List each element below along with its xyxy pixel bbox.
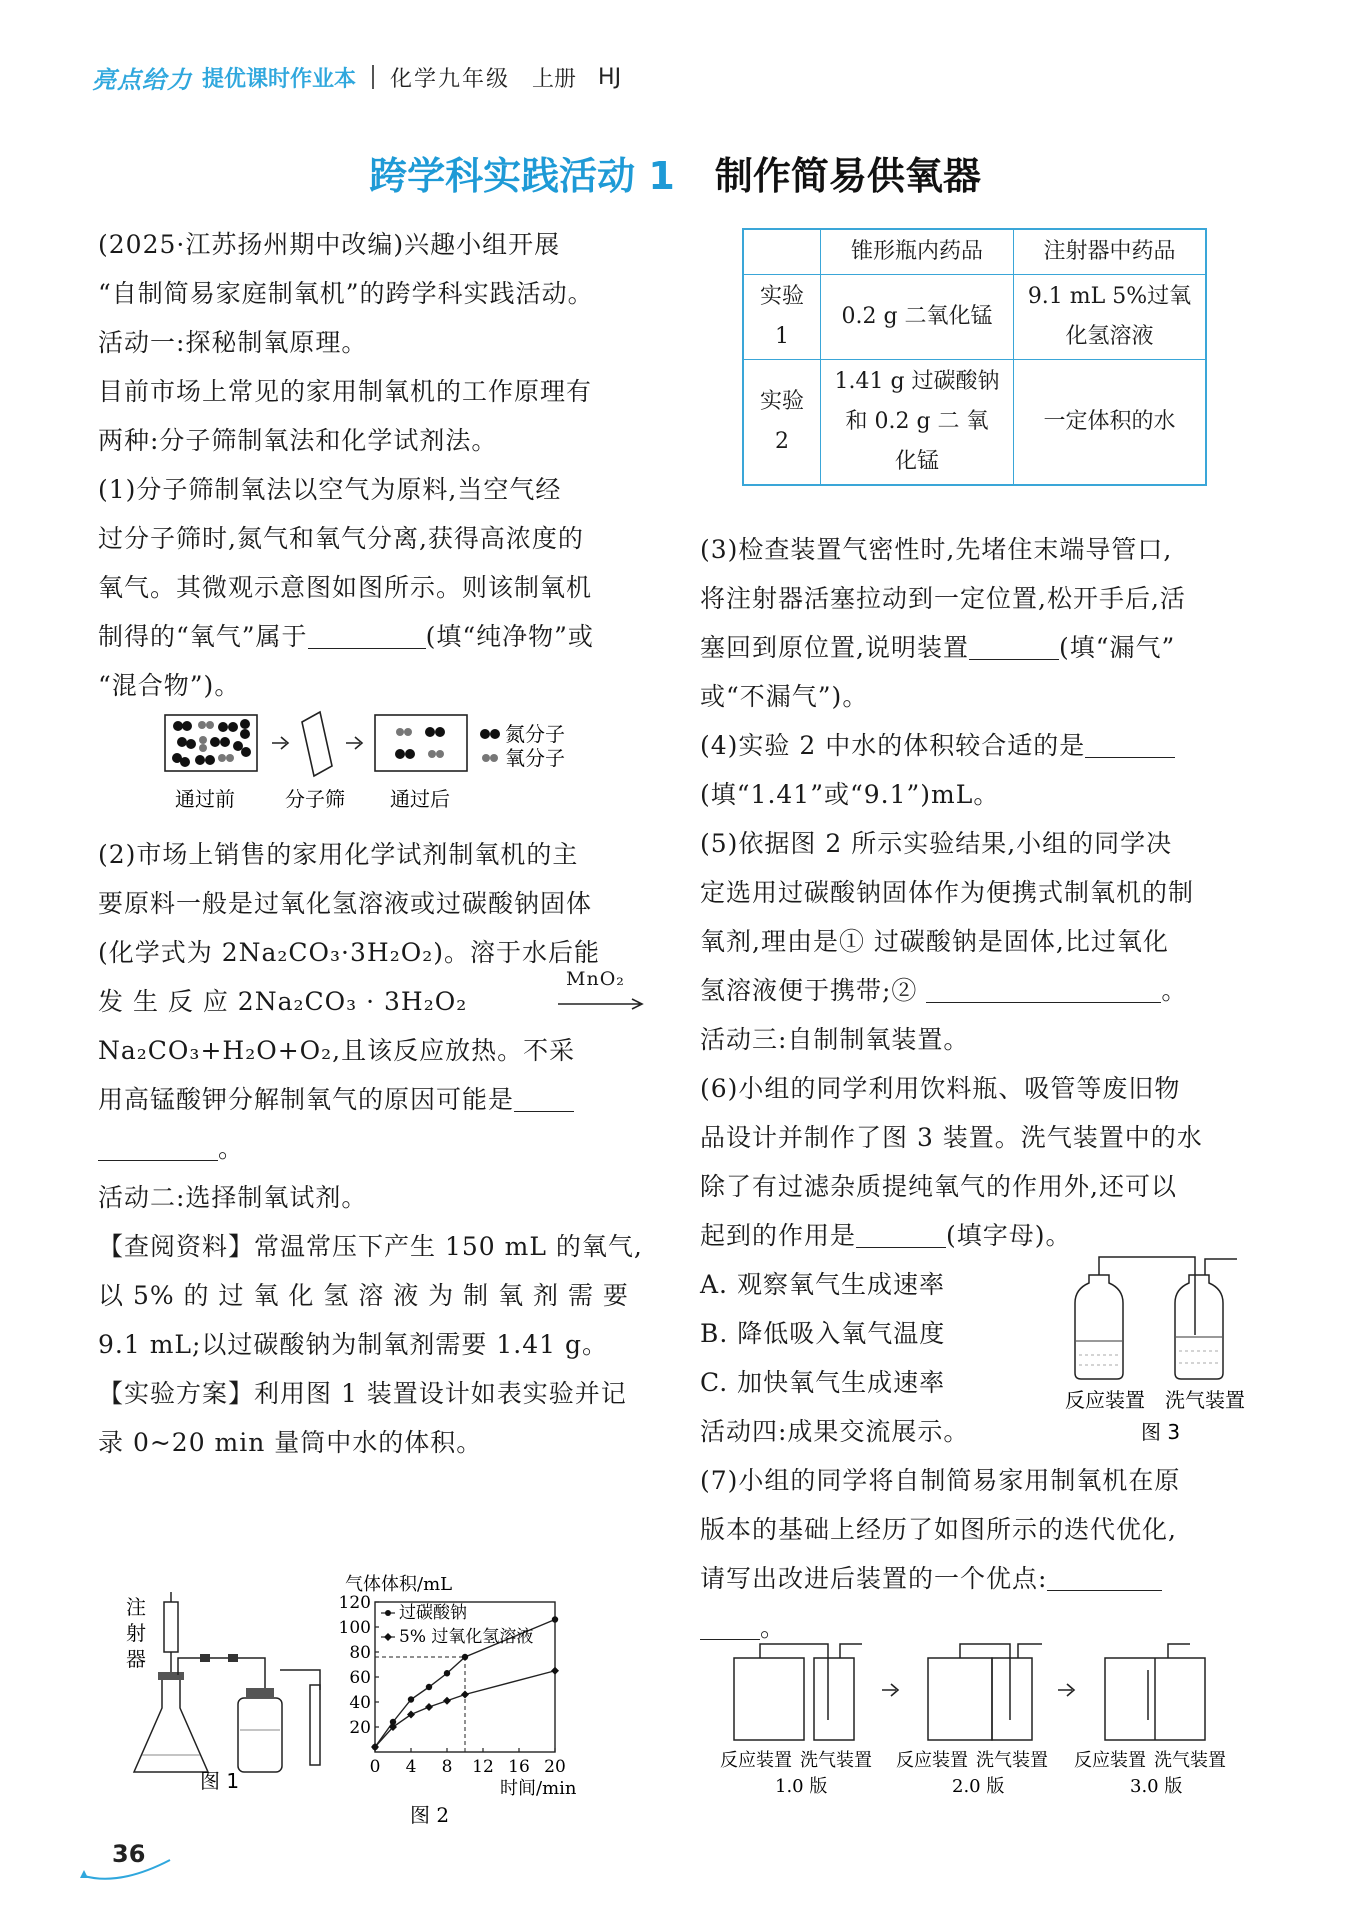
brand-logo: 亮点给力 — [92, 65, 192, 94]
table-header-row — [743, 229, 1206, 275]
answer-blank[interactable] — [98, 1130, 218, 1161]
molecules-after — [395, 727, 445, 759]
v1-react-label: 反应装置 — [720, 1750, 792, 1771]
table-cell: 0.2 g 二氧化锰 — [821, 275, 1014, 360]
label-before: 通过前 — [175, 787, 235, 811]
question-line: 定选用过碳酸钠固体作为便携式制氧机的制 — [700, 878, 1195, 907]
figure-3-apparatus — [1065, 1255, 1265, 1445]
answer-blank[interactable] — [514, 1081, 574, 1112]
table-cell — [1014, 275, 1207, 360]
answer-blank[interactable] — [1085, 727, 1175, 758]
table-row — [743, 360, 1206, 486]
activity-heading: 活动四:成果交流展示。 — [700, 1417, 970, 1446]
header-grade: 化学九年级 — [390, 66, 511, 92]
answer-blank[interactable] — [969, 629, 1059, 660]
table-cell: 一定体积的水 — [1014, 360, 1207, 486]
cell-line: 化氢溶液 — [1065, 324, 1154, 349]
question-line: 或“不漏气”)。 — [700, 682, 869, 711]
question-line — [98, 612, 658, 661]
question-line — [700, 721, 1265, 770]
table-cell: 实验 1 — [743, 275, 821, 360]
question-line: (填“1.41”或“9.1”)mL。 — [700, 780, 1000, 809]
syringe-label-3: 器 — [126, 1647, 146, 1671]
header-volume: 上册 — [532, 66, 577, 92]
box-after — [375, 715, 467, 771]
legend-label-1: 过碳酸钠 — [399, 1603, 467, 1623]
question-line — [700, 1211, 1265, 1260]
legend-label-2: 5% 过氧化氢溶液 — [399, 1627, 534, 1647]
v2-label: 2.0 版 — [952, 1776, 1005, 1797]
label-reaction-device: 反应装置 — [1065, 1388, 1145, 1412]
page-title — [0, 145, 1350, 200]
left-column — [98, 220, 658, 710]
question-line: “混合物”)。 — [98, 671, 241, 700]
y-tick-label: 120 — [338, 1593, 371, 1613]
question-text: 。 — [760, 1613, 787, 1642]
data-point — [443, 1697, 451, 1705]
version-2-device — [928, 1644, 1042, 1740]
question-line: 氧剂,理由是① 过碳酸钠是固体,比过氧化 — [700, 927, 1169, 956]
question-line: (6)小组的同学利用饮料瓶、吸管等废旧物 — [700, 1074, 1181, 1103]
table-header-cell: 锥形瓶内药品 — [821, 229, 1014, 275]
version-3-device — [1105, 1644, 1205, 1740]
y-tick-label: 100 — [338, 1618, 371, 1638]
arrow-right-icon — [1058, 1684, 1074, 1696]
question-line: 除了有过滤杂质提纯氧气的作用外,还可以 — [700, 1172, 1177, 1201]
question-text: (填字母)。 — [946, 1221, 1072, 1250]
question-line: 要原料一般是过氧化氢溶液或过碳酸钠固体 — [98, 889, 593, 918]
arrow-right-icon — [272, 737, 288, 749]
question-text: 。 — [1161, 976, 1188, 1005]
cell-line: 9.1 mL 5%过氧 — [1027, 284, 1192, 309]
legend-n2: 氮分子 — [505, 722, 565, 746]
legend-marker — [385, 1610, 391, 1616]
left-column-lower — [98, 830, 658, 1467]
data-point — [552, 1616, 558, 1622]
arrow-right-icon — [882, 1684, 898, 1696]
y-tick-label: 40 — [349, 1693, 371, 1713]
table-row — [743, 275, 1206, 360]
label-wash-device: 洗气装置 — [1165, 1388, 1245, 1412]
x-tick-label: 20 — [544, 1757, 566, 1777]
intro-line: (2025·江苏扬州期中改编)兴趣小组开展 — [98, 230, 561, 259]
question-text: (4)实验 2 中水的体积较合适的是 — [700, 731, 1086, 760]
table-cell: 实验 2 — [743, 360, 821, 486]
reaction-arrow-icon — [556, 997, 646, 1011]
question-line: (5)依据图 2 所示实验结果,小组的同学决 — [700, 829, 1173, 858]
question-line: (1)分子筛制氧法以空气为原料,当空气经 — [98, 475, 562, 504]
versions-figure — [720, 1640, 1270, 1805]
title-topic: 制作简易供氧器 — [714, 154, 981, 198]
figure-2-caption: 图 2 — [410, 1803, 450, 1827]
answer-blank[interactable] — [856, 1217, 946, 1248]
figure-3-caption: 图 3 — [1141, 1420, 1181, 1444]
answer-blank[interactable] — [1047, 1560, 1162, 1591]
data-point — [408, 1696, 414, 1702]
table-cell — [821, 360, 1014, 486]
equation-left: 发 生 反 应 2Na₂CO₃ · 3H₂O₂ — [98, 987, 468, 1016]
question-line: 品设计并制作了图 3 装置。洗气装置中的水 — [700, 1123, 1203, 1152]
info-line: 【查阅资料】常温常压下产生 150 mL 的氧气, — [98, 1232, 643, 1261]
figure-1-apparatus — [120, 1590, 320, 1793]
info-line: 9.1 mL;以过碳酸钠为制氧剂需要 1.41 g。 — [98, 1330, 608, 1359]
x-tick-label: 16 — [508, 1757, 530, 1777]
book-series: 提优课时作业本 — [202, 66, 357, 92]
question-line: 版本的基础上经历了如图所示的迭代优化, — [700, 1515, 1177, 1544]
data-point — [426, 1684, 432, 1690]
plan-line: 【实验方案】利用图 1 装置设计如表实验并记 — [98, 1379, 627, 1408]
v1-wash-label: 洗气装置 — [800, 1750, 872, 1771]
data-point — [425, 1703, 433, 1711]
question-text: 起到的作用是 — [700, 1221, 857, 1250]
v1-label: 1.0 版 — [775, 1776, 828, 1797]
question-line — [98, 1075, 658, 1124]
legend-o2: 氧分子 — [505, 746, 565, 770]
option-b[interactable]: B. 降低吸入氧气温度 — [700, 1319, 946, 1348]
question-line — [98, 1124, 658, 1173]
question-text: 用高锰酸钾分解制氧气的原因可能是 — [98, 1085, 515, 1114]
v3-wash-label: 洗气装置 — [1154, 1750, 1226, 1771]
equation-line — [98, 968, 658, 1026]
v2-wash-label: 洗气装置 — [976, 1750, 1048, 1771]
x-tick-label: 12 — [472, 1757, 494, 1777]
syringe-shape — [164, 1592, 178, 1678]
molecular-sieve-figure — [160, 710, 620, 820]
data-point — [444, 1670, 450, 1676]
x-tick-label: 8 — [441, 1757, 453, 1777]
question-text: (填“漏气” — [1058, 633, 1176, 662]
table-header-cell: 注射器中药品 — [1014, 229, 1207, 275]
question-line — [700, 966, 1265, 1015]
conical-flask — [134, 1672, 208, 1772]
figure-1-caption: 图 1 — [200, 1769, 240, 1793]
experiment-table — [742, 228, 1207, 486]
legend-marker — [384, 1633, 392, 1641]
plan-line: 录 0~20 min 量筒中水的体积。 — [98, 1428, 483, 1457]
cell-line: 和 0.2 g 二 氧 — [845, 409, 989, 434]
activity-heading: 活动二:选择制氧试剂。 — [98, 1183, 368, 1212]
question-text: 氢溶液便于携带;② — [700, 976, 918, 1005]
paragraph-line: 两种:分子筛制氧法和化学试剂法。 — [98, 426, 498, 455]
question-line — [700, 623, 1265, 672]
washing-bottle — [1175, 1259, 1237, 1379]
activity-heading: 活动三:自制制氧装置。 — [700, 1025, 970, 1054]
data-point — [407, 1711, 415, 1719]
y-tick-label: 20 — [349, 1718, 371, 1738]
answer-blank[interactable] — [926, 972, 1161, 1003]
connecting-tube — [1099, 1257, 1195, 1335]
v3-label: 3.0 版 — [1130, 1776, 1183, 1797]
question-line: (3)检查装置气密性时,先堵住末端导管口, — [700, 535, 1173, 564]
question-line: 氧气。其微观示意图如图所示。则该制氧机 — [98, 573, 593, 602]
question-line: (7)小组的同学将自制简易家用制氧机在原 — [700, 1466, 1181, 1495]
title-activity: 跨学科实践活动 1 — [369, 154, 675, 198]
x-axis-label: 时间/min — [500, 1778, 577, 1799]
x-tick-label: 0 — [369, 1757, 381, 1777]
data-point — [462, 1654, 468, 1660]
question-line: (2)市场上销售的家用化学试剂制氧机的主 — [98, 840, 579, 869]
v2-react-label: 反应装置 — [896, 1750, 968, 1771]
cell-line: 化锰 — [894, 449, 939, 474]
answer-blank[interactable] — [308, 618, 426, 649]
gas-washing-bottle — [238, 1688, 282, 1772]
data-point — [461, 1691, 469, 1699]
y-tick-label: 60 — [349, 1668, 371, 1688]
option-c[interactable]: C. 加快氧气生成速率 — [700, 1368, 946, 1397]
question-text: 。 — [218, 1134, 245, 1163]
info-line: 以 5% 的 过 氧 化 氢 溶 液 为 制 氧 剂 需 要 — [98, 1281, 629, 1310]
intro-line: “自制简易家庭制氧机”的跨学科实践活动。 — [98, 279, 594, 308]
paragraph-line: 目前市场上常见的家用制氧机的工作原理有 — [98, 377, 593, 406]
table-header-cell — [743, 229, 821, 275]
figure-2-chart — [330, 1490, 660, 1827]
v3-react-label: 反应装置 — [1074, 1750, 1146, 1771]
arrow-right-icon — [346, 737, 362, 749]
page-header — [92, 52, 621, 102]
x-tick-label: 4 — [405, 1757, 417, 1777]
header-divider — [372, 65, 374, 89]
sieve-shape — [302, 712, 332, 776]
label-after: 通过后 — [390, 787, 450, 811]
answer-blank[interactable] — [700, 1609, 760, 1640]
question-text: 请写出改进后装置的一个优点: — [700, 1564, 1048, 1593]
page-number: 36 — [112, 1840, 146, 1868]
question-line: 过分子筛时,氮气和氧气分离,获得高浓度的 — [98, 524, 584, 553]
label-sieve: 分子筛 — [285, 787, 345, 811]
y-tick-label: 80 — [349, 1643, 371, 1663]
question-text: 制得的“氧气”属于 — [98, 622, 308, 651]
activity-heading: 活动一:探秘制氧原理。 — [98, 328, 368, 357]
reaction-bottle — [1075, 1275, 1123, 1379]
version-1-device — [734, 1644, 862, 1740]
syringe-label-2: 射 — [126, 1621, 146, 1645]
y-axis-label: 气体体积/mL — [345, 1574, 453, 1595]
measuring-cylinder — [280, 1670, 320, 1765]
question-line: (化学式为 2Na₂CO₃·3H₂O₂)。溶于水后能 — [98, 938, 601, 967]
header-edition: HJ — [598, 64, 622, 90]
syringe-label-1: 注 — [126, 1595, 146, 1619]
equation-line: Na₂CO₃+H₂O+O₂,且该反应放热。不采 — [98, 1036, 576, 1065]
molecules-before — [172, 719, 251, 767]
option-a[interactable]: A. 观察氧气生成速率 — [700, 1270, 945, 1299]
cell-line: 1.41 g 过碳酸钠 — [834, 369, 1000, 394]
right-column — [700, 525, 1265, 1652]
question-line: 将注射器活塞拉动到一定位置,松开手后,活 — [700, 584, 1186, 613]
connecting-tubes — [178, 1654, 265, 1690]
question-line — [700, 1554, 1265, 1603]
data-point — [551, 1667, 559, 1675]
question-text: 塞回到原位置,说明装置 — [700, 633, 969, 662]
question-text: (填“纯净物”或 — [425, 622, 594, 651]
catalyst-label: MnO₂ — [566, 968, 625, 990]
